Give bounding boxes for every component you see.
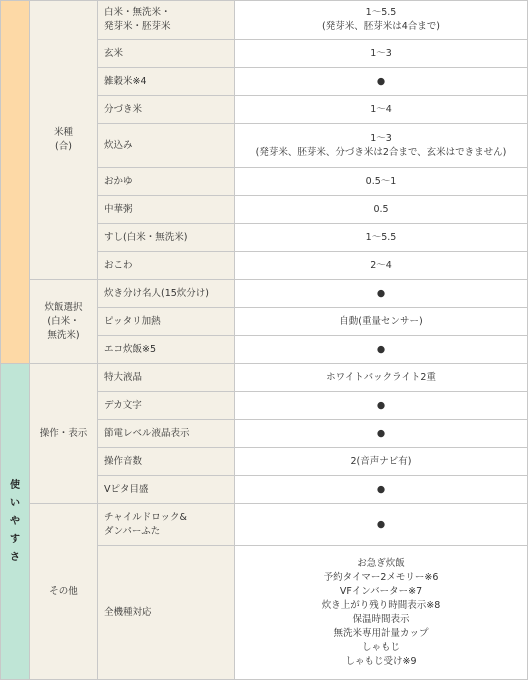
table-row xyxy=(1,504,528,546)
category-label xyxy=(10,477,20,567)
row-value: 2～4 xyxy=(235,252,528,280)
table-row xyxy=(1,1,528,40)
group-sonota xyxy=(30,504,98,680)
row-label: 白米・無洗米・ 発芽米・胚芽米 xyxy=(98,1,235,40)
row-value: お急ぎ炊飯 予約タイマー2メモリー※6 VFインバーター※7 炊き上がり残り時間表示※8 保温時間表示 無洗米専用計量カップ しゃもじ しゃもじ受け※9 xyxy=(235,546,528,680)
group-label: 炊飯選択 (白米・ 無洗米) xyxy=(44,301,83,341)
category-char: さ xyxy=(10,551,20,563)
row-label: 炊き分け名人(15炊分け) xyxy=(98,280,235,308)
row-value: ● xyxy=(235,504,528,546)
row-label: デカ文字 xyxy=(98,392,235,420)
row-label: 玄米 xyxy=(98,40,235,68)
row-value: ● xyxy=(235,420,528,448)
category-char: や xyxy=(10,515,20,527)
category-char: い xyxy=(10,497,20,509)
row-label: 中華粥 xyxy=(98,196,235,224)
row-value: ● xyxy=(235,280,528,308)
category-usability xyxy=(1,364,30,680)
row-value: ● xyxy=(235,336,528,364)
category-band-warm xyxy=(1,1,30,364)
group-sousa xyxy=(30,364,98,504)
group-label: その他 xyxy=(49,585,78,597)
row-value: 1～5.5 (発芽米、胚芽米は4合まで) xyxy=(235,1,528,40)
row-label: Vピタ目盛 xyxy=(98,476,235,504)
table-row xyxy=(1,280,528,308)
group-kome xyxy=(30,1,98,280)
row-value: ● xyxy=(235,476,528,504)
row-value: 1～5.5 xyxy=(235,224,528,252)
row-value: 自動(重量センサー) xyxy=(235,308,528,336)
row-label: 特大液晶 xyxy=(98,364,235,392)
category-char: す xyxy=(10,533,20,545)
row-label: チャイルドロック& ダンパーふた xyxy=(98,504,235,546)
row-label: 炊込み xyxy=(98,124,235,168)
row-label: ピッタリ加熱 xyxy=(98,308,235,336)
group-suihan xyxy=(30,280,98,364)
table-row xyxy=(1,364,528,392)
row-value: 0.5～1 xyxy=(235,168,528,196)
row-value: ● xyxy=(235,68,528,96)
category-char: 使 xyxy=(10,479,20,491)
row-label: 全機種対応 xyxy=(98,546,235,680)
row-value: 2(音声ナビ有) xyxy=(235,448,528,476)
row-label: 雑穀米※4 xyxy=(98,68,235,96)
row-value: ● xyxy=(235,392,528,420)
row-value: 1～3 xyxy=(235,40,528,68)
row-label: おかゆ xyxy=(98,168,235,196)
group-label: 米種 (合) xyxy=(53,127,73,152)
row-value: 1～3 (発芽米、胚芽米、分づき米は2合まで、玄米はできません) xyxy=(235,124,528,168)
row-label: 分づき米 xyxy=(98,96,235,124)
row-value: ホワイトバックライト2重 xyxy=(235,364,528,392)
row-label: エコ炊飯※5 xyxy=(98,336,235,364)
group-label: 操作・表示 xyxy=(39,427,88,439)
row-value: 1～4 xyxy=(235,96,528,124)
row-label: すし(白米・無洗米) xyxy=(98,224,235,252)
row-label: 操作音数 xyxy=(98,448,235,476)
row-label: 節電レベル液晶表示 xyxy=(98,420,235,448)
row-value: 0.5 xyxy=(235,196,528,224)
row-label: おこわ xyxy=(98,252,235,280)
